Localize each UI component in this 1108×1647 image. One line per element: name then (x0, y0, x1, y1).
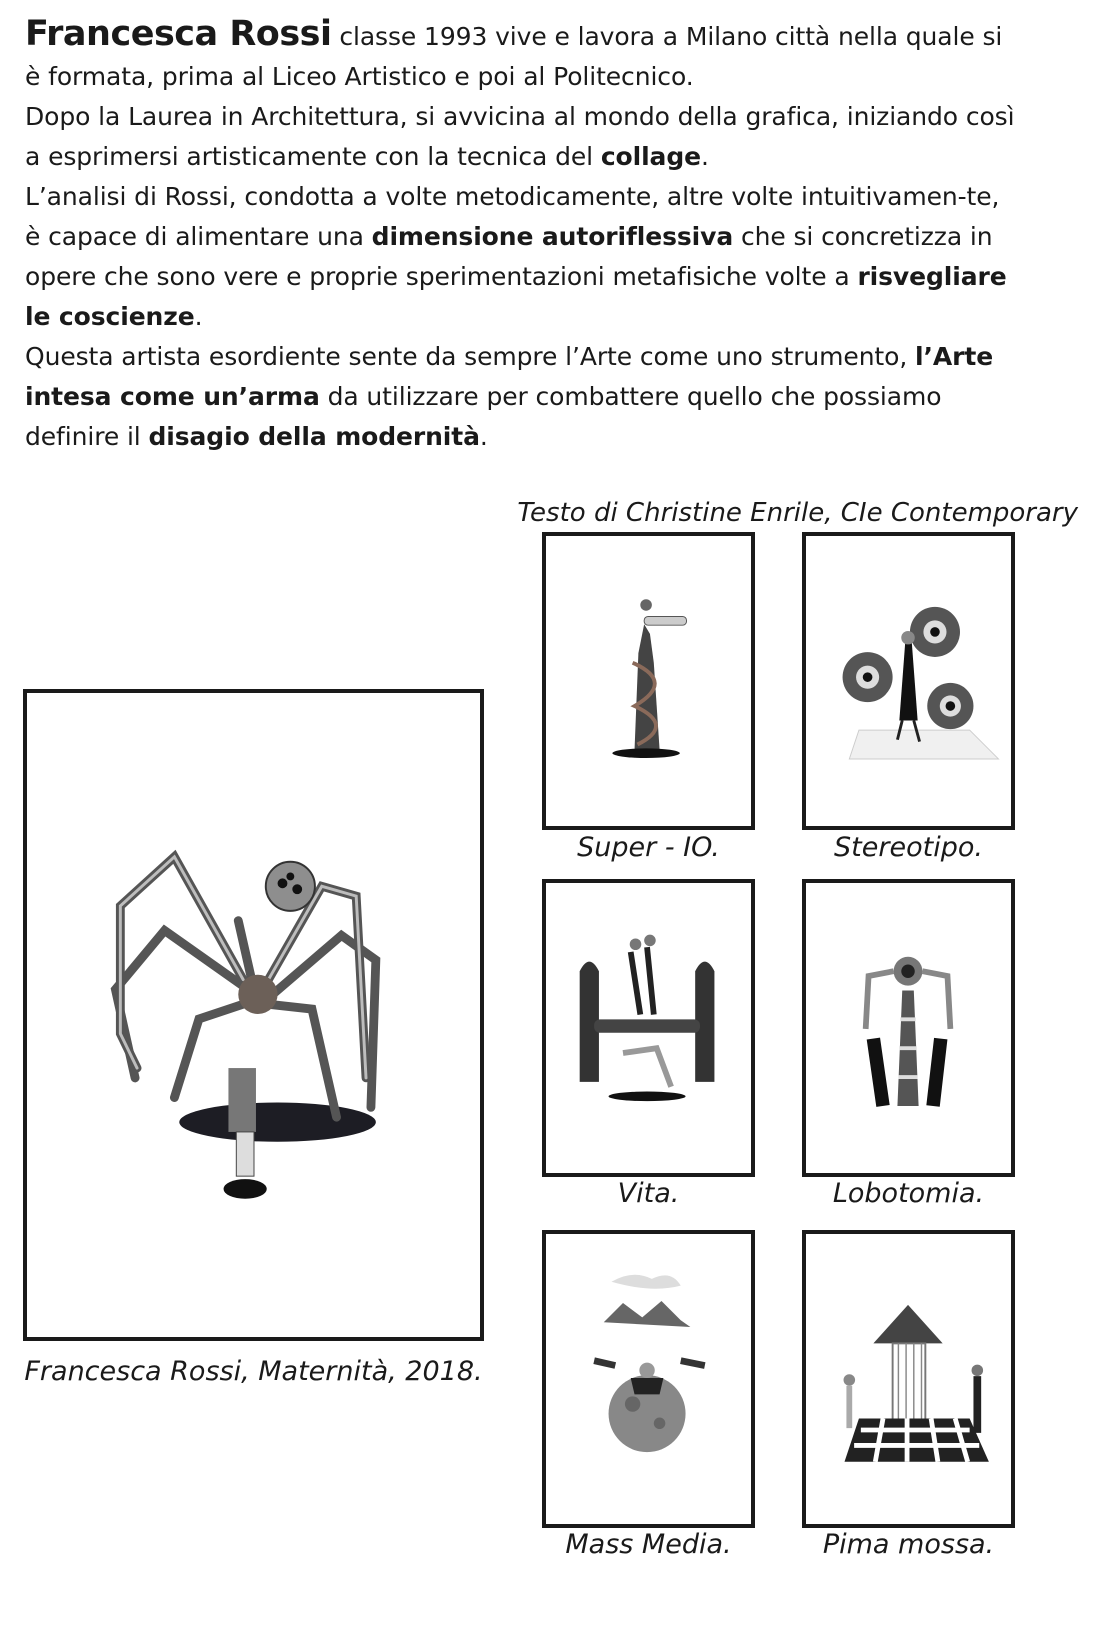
artist-name: Francesca Rossi (25, 14, 332, 54)
artwork-caption-5: Mass Media. (565, 1529, 732, 1560)
tower-collage-image (546, 536, 751, 826)
chessboard-collage-image (806, 1234, 1011, 1524)
text-credit: Testo di Christine Enrile, CIe Contemporary (517, 498, 1078, 528)
main-artwork-caption: Francesca Rossi, Maternità, 2018. (24, 1356, 483, 1387)
artwork-frame-vita[interactable] (542, 879, 755, 1177)
artwork-caption-3: Vita. (617, 1178, 680, 1209)
artwork-caption-2: Stereotipo. (834, 832, 983, 863)
artwork-frame-super-io[interactable] (542, 532, 755, 830)
artist-bio (25, 14, 1093, 457)
artwork-caption-6: Pima mossa. (822, 1529, 995, 1560)
artwork-caption-1: Super - IO. (577, 832, 720, 863)
bio-paragraph-2: Dopo la Laurea in Architettura, si avvicina al mondo della grafica, iniziando così a esprimersi artisticamente con la tecnica del collage. (25, 102, 1015, 171)
moon-collage-image (546, 1234, 751, 1524)
artwork-frame-pima-mossa[interactable] (802, 1230, 1015, 1528)
dancers-collage-image (546, 883, 751, 1173)
robot-collage-image (806, 883, 1011, 1173)
spider-collage-image (27, 693, 480, 1337)
artwork-caption-4: Lobotomia. (832, 1178, 985, 1209)
artwork-frame-stereotipo[interactable] (802, 532, 1015, 830)
main-artwork-frame[interactable] (23, 689, 484, 1341)
bio-paragraph-4: Questa artista esordiente sente da sempre l’Arte come uno strumento, l’Arte intesa come un’arma da utilizzare per combattere quello che possiamo definire il disagio della modernità. (25, 342, 994, 451)
bio-paragraph-3: L’analisi di Rossi, condotta a volte metodicamente, altre volte intuitivamen-te, è capace di alimentare una dimensione autoriflessiva che si concretizza in opere che sono vere e proprie sperimentazioni metafisiche volte a risvegliare le coscienze. (25, 182, 1007, 331)
artwork-frame-mass-media[interactable] (542, 1230, 755, 1528)
eyes-collage-image (806, 536, 1011, 826)
bio-paragraph-1: Francesca Rossi classe 1993 vive e lavora a Milano città nella quale si è formata, prima al Liceo Artistico e poi al Politecnico. (25, 14, 1003, 91)
artwork-frame-lobotomia[interactable] (802, 879, 1015, 1177)
